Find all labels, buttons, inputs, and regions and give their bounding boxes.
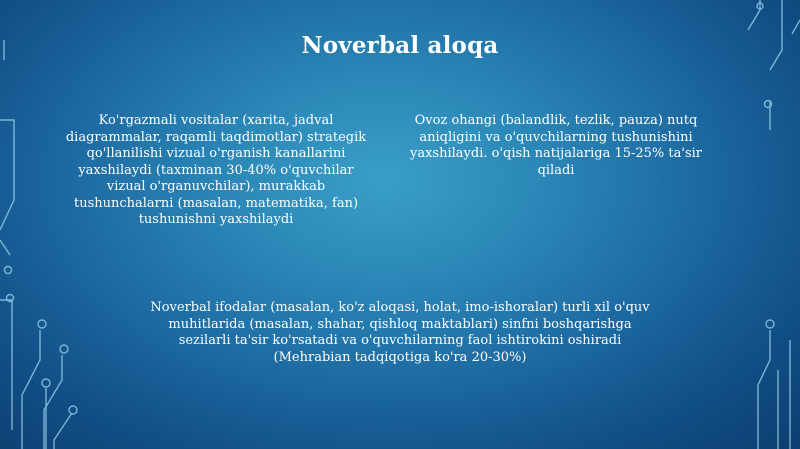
paragraph-nonverbal-expressions: Noverbal ifodalar (masalan, ko'z aloqasi, holat, imo-ishoralar) turli xil o'quv muhitlarida (masalan, shahar, qishloq maktablari) sinfni boshqarishga sezilarli ta'sir ko'rsatadi va o'quvchilarning faol ishtirokini oshiradi (Mehrabian tadqiqotiga ko'ra 20-30%)	[150, 300, 650, 365]
circuit-trace-left-8	[0, 240, 10, 255]
slide-title: Noverbal aloqa	[301, 32, 499, 59]
circuit-node	[5, 267, 12, 274]
circuit-trace-right-1	[758, 330, 770, 449]
circuit-node	[69, 406, 77, 414]
circuit-trace-left-5	[54, 413, 72, 449]
circuit-node	[766, 320, 774, 328]
paragraph-visual-aids: Ko'rgazmali vositalar (xarita, jadval diagrammalar, raqamli taqdimotlar) strategik qo'llanilishi vizual o'rganish kanallarini yaxshilaydi (taxminan 30-40% o'quvchilar vizual o'rganuvchilar), murakkab tushunchalarni (masalan, matematika, fan) tushunishni yaxshilaydi	[65, 113, 367, 227]
circuit-node	[42, 379, 50, 387]
circuit-trace-left-2	[22, 330, 40, 449]
circuit-node	[60, 345, 68, 353]
circuit-node	[38, 320, 46, 328]
paragraph-voice-tone: Ovoz ohangi (balandlik, tezlik, pauza) nutq aniqligini va o'quvchilarning tushunishini yaxshilaydi. o'qish natijalariga 15-25% ta'sir qiladi	[410, 113, 703, 178]
circuit-trace-left-6	[0, 120, 14, 230]
circuit-trace-left-1	[0, 300, 12, 430]
